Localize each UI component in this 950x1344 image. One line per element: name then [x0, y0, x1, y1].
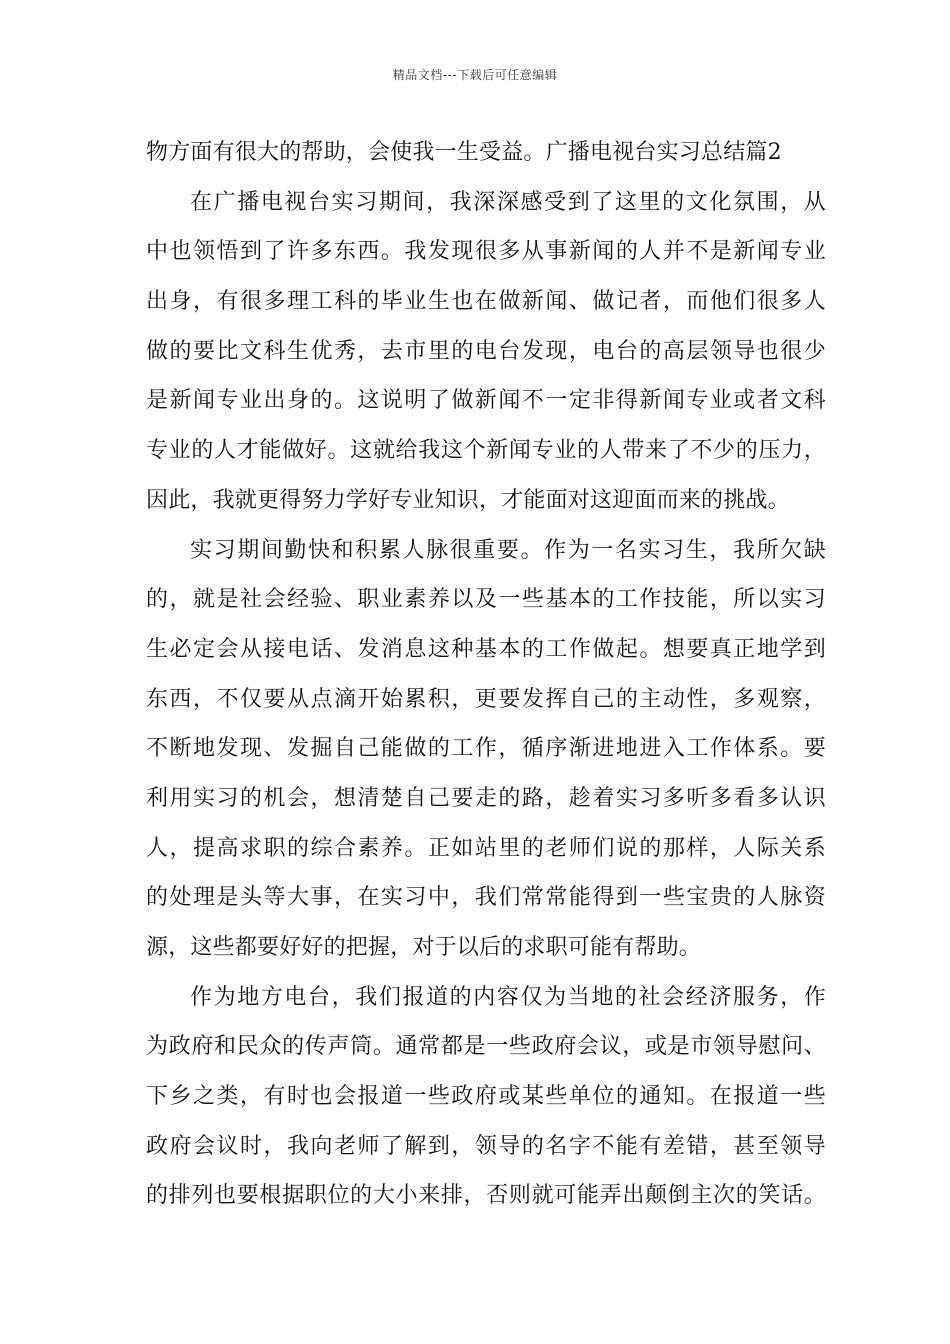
text-line: 专业的人才能做好。这就给我这个新闻专业的人带来了不少的压力， [146, 438, 826, 464]
text-line: 做的要比文科生优秀，去市里的电台发现，电台的高层领导也很少 [146, 338, 826, 364]
text-line: 人，提高求职的综合素养。正如站里的老师们说的那样，人际关系 [146, 835, 826, 861]
paragraph-first-line: 在广播电视台实习期间，我深深感受到了这里的文化氛围，从 [190, 189, 826, 215]
text-line: 下乡之类，有时也会报道一些政府或某些单位的通知。在报道一些 [146, 1084, 826, 1110]
paragraph-first-line: 作为地方电台，我们报道的内容仅为当地的社会经济服务，作 [190, 984, 826, 1010]
text-line: 东西，不仅要从点滴开始累积，更要发挥自己的主动性，多观察， [146, 686, 826, 712]
text-line: 的处理是头等大事，在实习中，我们常常能得到一些宝贵的人脉资 [146, 885, 826, 911]
document-body [146, 128, 826, 1221]
text-line: 因此，我就更得努力学好专业知识，才能面对这迎面而来的挑战。 [146, 487, 790, 513]
text-line: 物方面有很大的帮助，会使我一生受益。广播电视台实习总结篇2 [146, 140, 782, 165]
text-line: 利用实习的机会，想清楚自己要走的路，趁着实习多听多看多认识 [146, 785, 826, 811]
text-line: 出身，有很多理工科的毕业生也在做新闻、做记者，而他们很多人 [146, 289, 826, 315]
paragraph-first-line: 实习期间勤快和积累人脉很重要。作为一名实习生，我所欠缺 [190, 537, 826, 563]
text-line: 源，这些都要好好的把握，对于以后的求职可能有帮助。 [146, 935, 702, 960]
page-header: 精品文档---下载后可任意编辑 [392, 68, 558, 82]
text-line: 生必定会从接电话、发消息这种基本的工作做起。想要真正地学到 [146, 636, 826, 662]
text-line: 政府会议时，我向老师了解到，领导的名字不能有差错，甚至领导 [146, 1133, 826, 1159]
text-line: 的，就是社会经验、职业素养以及一些基本的工作技能，所以实习 [146, 587, 826, 613]
text-line: 是新闻专业出身的。这说明了做新闻不一定非得新闻专业或者文科 [146, 388, 826, 414]
text-line: 中也领悟到了许多东西。我发现很多从事新闻的人并不是新闻专业 [146, 239, 826, 265]
text-line: 为政府和民众的传声筒。通常都是一些政府会议，或是市领导慰问、 [146, 1034, 826, 1060]
text-line: 不断地发现、发掘自己能做的工作，循序渐进地进入工作体系。要 [146, 736, 826, 762]
text-line: 的排列也要根据职位的大小来排，否则就可能弄出颠倒主次的笑话。 [146, 1183, 826, 1209]
